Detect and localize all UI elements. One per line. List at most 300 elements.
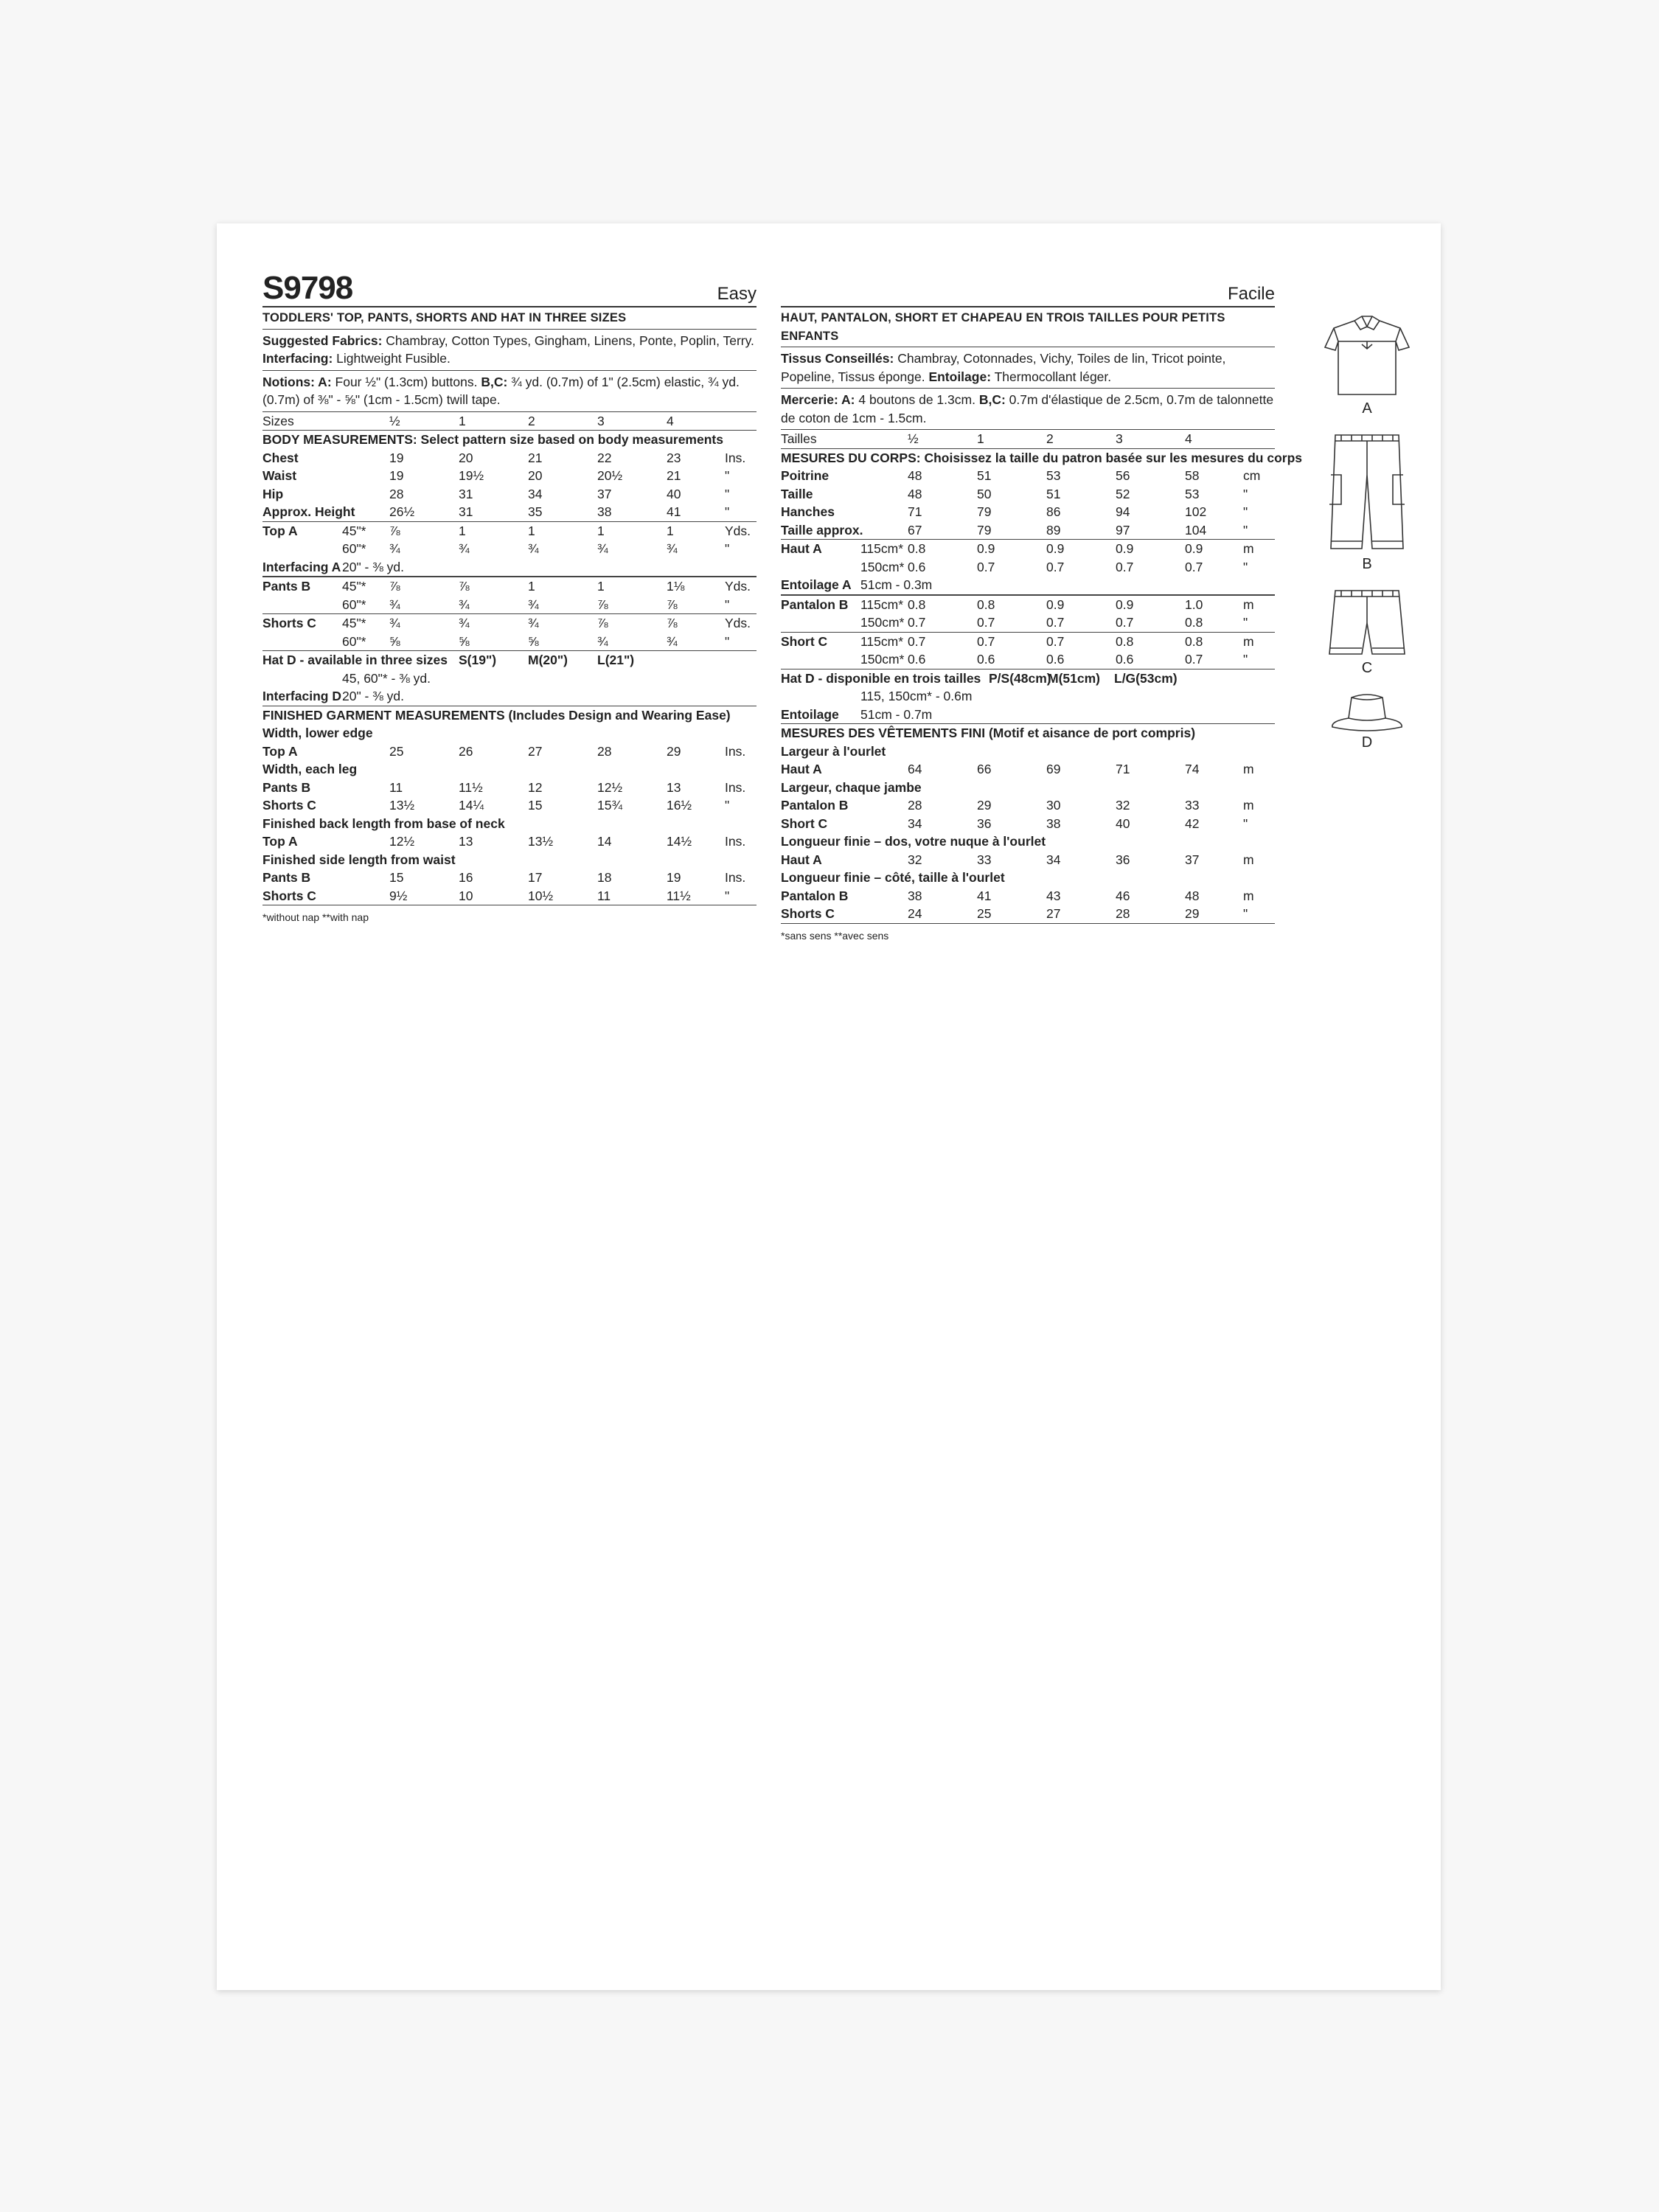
finished-measurements xyxy=(262,706,757,906)
cell: 10 xyxy=(459,888,473,903)
hat-size: L(21") xyxy=(597,653,635,667)
unit: " xyxy=(1243,652,1248,667)
hat-d-yardage xyxy=(781,669,1275,725)
english-column xyxy=(262,268,757,927)
header xyxy=(262,268,757,307)
hat-size: P/S(48cm) xyxy=(989,670,1051,686)
cell: 23 xyxy=(667,450,681,465)
french-column xyxy=(781,268,1303,945)
pattern-envelope-back xyxy=(217,223,1441,1990)
table-row xyxy=(262,596,757,614)
row-label: Shorts C xyxy=(262,798,316,813)
unit: Ins. xyxy=(725,870,746,885)
unit: m xyxy=(1243,888,1254,903)
cell: 0.9 xyxy=(1185,541,1203,556)
row-label: Hat D - available in three sizes xyxy=(262,653,448,667)
cell: ¾ xyxy=(389,597,400,612)
cell: ⅞ xyxy=(389,523,400,538)
cell: 20½ xyxy=(597,468,623,483)
section-heading: BODY MEASUREMENTS: Select pattern size based on body measurements xyxy=(262,432,723,447)
unit: Ins. xyxy=(725,779,746,795)
cell: 1 xyxy=(597,523,605,538)
row-label: Taille approx. xyxy=(781,522,863,538)
cell: 12½ xyxy=(389,834,415,849)
row-label: Interfacing D xyxy=(262,689,341,703)
garment-c xyxy=(1301,586,1433,677)
cell: 51cm - 0.7m xyxy=(860,706,933,722)
cell: 34 xyxy=(908,815,922,831)
row-label: Approx. Height xyxy=(262,504,355,519)
row-label: Top A xyxy=(262,834,298,849)
unit: Ins. xyxy=(725,450,746,465)
cell: ⅞ xyxy=(667,616,678,630)
size-cell: 1 xyxy=(977,431,984,446)
cell: 52 xyxy=(1116,486,1130,501)
cell: 0.7 xyxy=(908,633,926,649)
cell: 27 xyxy=(1046,906,1061,921)
cell: ¾ xyxy=(667,633,678,649)
pattern-title: HAUT, PANTALON, SHORT ET CHAPEAU EN TROIS TAILLES POUR PETITS ENFANTS xyxy=(781,307,1275,347)
cell: ⅝ xyxy=(389,633,400,649)
cell: 41 xyxy=(667,504,681,519)
row-label: Pants B xyxy=(262,870,311,885)
cell: 20" - ⅜ yd. xyxy=(342,559,405,574)
cell: 42 xyxy=(1185,815,1200,831)
cell: ¾ xyxy=(528,541,539,556)
cell: 0.7 xyxy=(1116,615,1134,630)
table-row xyxy=(781,706,1275,724)
pattern-number: S9798 xyxy=(262,270,353,306)
cell: 0.7 xyxy=(977,633,995,649)
hat-size: M(51cm) xyxy=(1048,670,1100,686)
cell: ¾ xyxy=(667,541,678,556)
cell: 0.7 xyxy=(977,615,995,630)
finished-measurements xyxy=(781,724,1275,924)
cell: 29 xyxy=(667,743,681,759)
hat-icon xyxy=(1319,690,1415,734)
cell: 0.9 xyxy=(1046,541,1065,556)
table-row xyxy=(262,887,757,905)
unit: Yds. xyxy=(725,579,751,594)
sizes-header-row xyxy=(781,430,1275,449)
cell: 11½ xyxy=(667,888,691,903)
cell: ⅞ xyxy=(389,579,400,594)
garment-label: C xyxy=(1361,660,1373,676)
row-label: Taille xyxy=(781,486,813,501)
cell: 28 xyxy=(908,798,922,813)
table-row xyxy=(781,596,1275,614)
unit: cm xyxy=(1243,468,1261,483)
unit: " xyxy=(1243,815,1248,831)
table-row xyxy=(781,687,1275,706)
unit: " xyxy=(725,597,730,612)
garment-b xyxy=(1301,431,1433,573)
table-row xyxy=(262,651,757,669)
table-row xyxy=(781,558,1275,577)
sizes-header-row xyxy=(262,412,757,431)
cell: 0.6 xyxy=(908,559,926,574)
cell: 26 xyxy=(459,743,473,759)
row-label: Hip xyxy=(262,486,284,501)
table-row xyxy=(262,832,757,851)
cell: 36 xyxy=(977,815,992,831)
cell: 19½ xyxy=(459,468,484,483)
cell: 11 xyxy=(389,779,403,795)
fabric-width: 115cm* xyxy=(860,541,904,556)
unit: " xyxy=(1243,615,1248,630)
cell: 14½ xyxy=(667,834,692,849)
row-label: Short C xyxy=(781,633,828,649)
garment-a xyxy=(1301,312,1433,417)
cell: 27 xyxy=(528,743,543,759)
interfacing-text: Lightweight Fusible. xyxy=(333,351,451,366)
hat-size: L/G(53cm) xyxy=(1114,670,1178,686)
cell: 45, 60"* - ⅜ yd. xyxy=(342,670,431,686)
notions xyxy=(262,371,757,412)
cell: 0.9 xyxy=(1116,597,1134,612)
table-row xyxy=(262,796,757,815)
table-row xyxy=(262,522,757,540)
cell: 12 xyxy=(528,779,543,795)
cell: 28 xyxy=(389,486,404,501)
cell: 48 xyxy=(1185,888,1200,903)
cell: 0.7 xyxy=(1046,633,1065,649)
table-row xyxy=(262,577,757,596)
cell: 40 xyxy=(1116,815,1130,831)
cell: 29 xyxy=(977,798,992,813)
cell: 19 xyxy=(389,468,404,483)
cell: 1.0 xyxy=(1185,597,1203,612)
notions xyxy=(781,389,1275,430)
cell: 104 xyxy=(1185,522,1207,538)
unit: m xyxy=(1243,541,1254,556)
shorts-c-yardage xyxy=(781,633,1275,669)
row-label: Pants B xyxy=(262,579,311,594)
cell: 1⅛ xyxy=(667,579,685,594)
table-row xyxy=(262,449,757,467)
size-cell: 2 xyxy=(1046,431,1054,446)
unit: Yds. xyxy=(725,616,751,630)
cell: 1 xyxy=(459,523,466,538)
cell: 15 xyxy=(528,798,543,813)
cell: 0.8 xyxy=(1185,615,1203,630)
cell: 0.9 xyxy=(977,541,995,556)
cell: 25 xyxy=(389,743,404,759)
cell: ¾ xyxy=(459,616,470,630)
size-cell: 4 xyxy=(667,413,674,428)
cell: 0.8 xyxy=(908,597,926,612)
cell: 10½ xyxy=(528,888,554,903)
cell: ⅞ xyxy=(597,616,608,630)
sub-heading: Finished side length from waist xyxy=(262,852,456,867)
cell: 21 xyxy=(528,450,543,465)
cell: 1 xyxy=(528,579,535,594)
cell: 64 xyxy=(908,762,922,776)
table-row xyxy=(781,613,1275,632)
cell: 34 xyxy=(1046,852,1061,867)
fabric-width: 60"* xyxy=(342,633,366,649)
notions-a-text: Four ½" (1.3cm) buttons. xyxy=(331,374,478,389)
fabric-width: 60"* xyxy=(342,597,366,612)
cell: 0.8 xyxy=(1116,633,1134,649)
cell: 69 xyxy=(1046,762,1061,776)
shirt-icon xyxy=(1319,312,1415,400)
cell: 38 xyxy=(597,504,612,519)
cell: 53 xyxy=(1185,486,1200,501)
cell: 71 xyxy=(1116,762,1130,776)
table-row xyxy=(262,869,757,887)
cell: 13½ xyxy=(389,798,415,813)
row-label: Entoilage xyxy=(781,706,839,722)
cell: 33 xyxy=(977,852,992,867)
cell: 51 xyxy=(977,468,992,483)
cell: 48 xyxy=(908,486,922,501)
cell: 32 xyxy=(1116,798,1130,813)
table-row xyxy=(262,742,757,761)
cell: 14 xyxy=(597,834,612,849)
cell: 89 xyxy=(1046,522,1061,538)
table-row xyxy=(262,540,757,558)
pants-icon xyxy=(1319,431,1415,556)
garment-label: B xyxy=(1362,556,1372,572)
unit: " xyxy=(725,504,730,519)
cell: 0.7 xyxy=(908,615,926,630)
header xyxy=(781,268,1275,307)
cell: ¾ xyxy=(389,616,400,630)
fabric-width: 150cm* xyxy=(860,615,905,630)
fabric-width: 115cm* xyxy=(860,633,904,649)
footnote: *without nap **with nap xyxy=(262,911,369,923)
cell: 86 xyxy=(1046,504,1061,519)
cell: 0.8 xyxy=(1185,633,1203,649)
cell: 20" - ⅜ yd. xyxy=(342,689,405,703)
cell: 19 xyxy=(389,450,404,465)
cell: 79 xyxy=(977,504,992,519)
cell: 48 xyxy=(908,468,922,483)
fabric-width: 60"* xyxy=(342,541,366,556)
body-measurements xyxy=(262,431,757,522)
unit: Ins. xyxy=(725,834,746,849)
row-label: Interfacing A xyxy=(262,559,341,574)
table-row xyxy=(781,887,1275,905)
hat-d-yardage xyxy=(262,651,757,706)
cell: 21 xyxy=(667,468,681,483)
cell: ⅝ xyxy=(459,633,470,649)
cell: 0.6 xyxy=(977,652,995,667)
cell: 29 xyxy=(1185,906,1200,921)
sizes-label: Tailles xyxy=(781,431,817,446)
fabric-width: 115cm* xyxy=(860,597,904,612)
cell: 24 xyxy=(908,906,922,921)
notions-bc-text: 0.7m d'élastique de 2.5cm, 0.7m de talonnette de coton de 1cm - 1.5cm. xyxy=(781,392,1274,425)
notions-label: Mercerie: xyxy=(781,392,838,407)
cell: 18 xyxy=(597,870,612,885)
cell: 0.7 xyxy=(1046,559,1065,574)
table-row xyxy=(781,576,1275,595)
table-row xyxy=(781,540,1275,558)
cell: ⅞ xyxy=(459,579,470,594)
cell: 94 xyxy=(1116,504,1130,519)
cell: ¾ xyxy=(597,541,608,556)
fabrics-text: Chambray, Cotton Types, Gingham, Linens, Ponte, Poplin, Terry. xyxy=(382,333,754,348)
cell: 46 xyxy=(1116,888,1130,903)
row-label: Pants B xyxy=(262,779,311,795)
cell: 11½ xyxy=(459,779,483,795)
table-row xyxy=(781,669,1275,688)
sub-heading: Width, each leg xyxy=(262,762,358,776)
fabrics-label: Suggested Fabrics: xyxy=(262,333,383,348)
cell: 37 xyxy=(597,486,612,501)
cell: 20 xyxy=(528,468,543,483)
cell: 58 xyxy=(1185,468,1200,483)
cell: 36 xyxy=(1116,852,1130,867)
garment-label: A xyxy=(1362,400,1372,417)
unit: " xyxy=(1243,486,1248,501)
cell: 0.7 xyxy=(1116,559,1134,574)
cell: ¾ xyxy=(459,541,470,556)
cell: 71 xyxy=(908,504,922,519)
shorts-c-yardage xyxy=(262,614,757,651)
interfacing-label: Interfacing: xyxy=(262,351,333,366)
table-row xyxy=(781,521,1275,540)
footnote: *sans sens **avec sens xyxy=(781,929,889,942)
cell: 0.7 xyxy=(1046,615,1065,630)
cell: ⅞ xyxy=(667,597,678,612)
cell: 31 xyxy=(459,504,473,519)
garment-label: D xyxy=(1361,734,1373,751)
row-label: Chest xyxy=(262,450,299,465)
fabrics-interfacing xyxy=(262,330,757,371)
fabric-width: 150cm* xyxy=(860,559,905,574)
sub-heading: Finished back length from base of neck xyxy=(262,815,505,831)
table-row xyxy=(262,614,757,633)
table-row xyxy=(262,558,757,577)
cell: 0.7 xyxy=(977,559,995,574)
size-cell: ½ xyxy=(908,431,919,446)
row-label: Short C xyxy=(781,815,828,831)
row-label: Shorts C xyxy=(262,888,316,903)
notions-a-text: 4 boutons de 1.3cm. xyxy=(855,392,975,407)
sub-heading: Largeur à l'ourlet xyxy=(781,743,886,759)
table-row xyxy=(781,905,1275,923)
unit: " xyxy=(725,798,730,813)
table-row xyxy=(262,503,757,521)
cell: 19 xyxy=(667,870,681,885)
sub-heading: Longueur finie – côté, taille à l'ourlet xyxy=(781,870,1005,885)
top-a-yardage xyxy=(262,522,757,578)
sub-heading: Longueur finie – dos, votre nuque à l'ourlet xyxy=(781,834,1046,849)
interfacing-label: Entoilage: xyxy=(928,369,992,384)
row-label: Shorts C xyxy=(781,906,835,921)
cell: 0.6 xyxy=(908,652,926,667)
row-label: Haut A xyxy=(781,852,822,867)
section-heading: FINISHED GARMENT MEASUREMENTS (Includes Design and Wearing Ease) xyxy=(262,707,731,723)
table-row xyxy=(262,669,757,688)
fabric-width: 45"* xyxy=(342,579,366,594)
cell: 50 xyxy=(977,486,992,501)
fabrics-text: Chambray, Cotonnades, Vichy, Toiles de lin, Tricot pointe, Popeline, Tissus éponge. xyxy=(781,351,1226,384)
cell: ¾ xyxy=(389,541,400,556)
row-label: Pantalon B xyxy=(781,888,849,903)
cell: 51cm - 0.3m xyxy=(860,577,933,592)
notions-bc-text: ¾ yd. (0.7m) of 1" (2.5cm) elastic, ¾ yd. (0.7m) of ⅜" - ⅝" (1cm - 1.5cm) twill tape. xyxy=(262,374,740,407)
fabric-width: 45"* xyxy=(342,616,366,630)
table-row xyxy=(781,503,1275,521)
cell: 37 xyxy=(1185,852,1200,867)
cell: 41 xyxy=(977,888,992,903)
table-row xyxy=(262,485,757,504)
size-cell: ½ xyxy=(389,413,400,428)
fabrics-label: Tissus Conseillés: xyxy=(781,351,894,366)
cell: 32 xyxy=(908,852,922,867)
cell: 0.8 xyxy=(908,541,926,556)
cell: 0.9 xyxy=(1116,541,1134,556)
cell: ¾ xyxy=(528,597,539,612)
cell: 35 xyxy=(528,504,543,519)
unit: " xyxy=(1243,559,1248,574)
cell: 26½ xyxy=(389,504,415,519)
cell: ¾ xyxy=(597,633,608,649)
table-row xyxy=(781,650,1275,669)
row-label: Pantalon B xyxy=(781,597,849,612)
unit: " xyxy=(1243,522,1248,538)
hat-size: S(19") xyxy=(459,653,497,667)
cell: ¾ xyxy=(459,597,470,612)
cell: 66 xyxy=(977,762,992,776)
difficulty-level: Facile xyxy=(1227,283,1275,304)
cell: 17 xyxy=(528,870,543,885)
cell: 20 xyxy=(459,450,473,465)
size-cell: 3 xyxy=(1116,431,1123,446)
cell: 33 xyxy=(1185,798,1200,813)
cell: 0.9 xyxy=(1046,597,1065,612)
unit: " xyxy=(725,541,730,556)
cell: 0.7 xyxy=(1185,559,1203,574)
sizes-label: Sizes xyxy=(262,413,294,428)
cell: 34 xyxy=(528,486,543,501)
cell: 79 xyxy=(977,522,992,538)
cell: 56 xyxy=(1116,468,1130,483)
table-row xyxy=(781,467,1275,485)
table-row xyxy=(781,633,1275,651)
section-heading: MESURES DES VÊTEMENTS FINI (Motif et aisance de port compris) xyxy=(781,726,1196,740)
cell: 102 xyxy=(1185,504,1207,519)
cell: 15 xyxy=(389,870,404,885)
table-row xyxy=(781,485,1275,504)
pants-b-yardage xyxy=(262,577,757,614)
fabric-width: 45"* xyxy=(342,523,366,538)
cell: 9½ xyxy=(389,888,408,903)
pants-b-yardage xyxy=(781,596,1275,633)
cell: 14¼ xyxy=(459,798,484,813)
row-label: Haut A xyxy=(781,541,822,556)
section-heading: MESURES DU CORPS: Choisissez la taille du patron basée sur les mesures du corps xyxy=(781,450,1303,465)
cell: 13 xyxy=(667,779,681,795)
cell: 31 xyxy=(459,486,473,501)
table-row xyxy=(781,760,1275,779)
unit: Yds. xyxy=(725,523,751,538)
table-row xyxy=(262,633,757,651)
unit: " xyxy=(1243,906,1248,921)
size-cell: 2 xyxy=(528,413,535,428)
fabric-width: 150cm* xyxy=(860,652,905,667)
unit: " xyxy=(1243,504,1248,519)
cell: 115, 150cm* - 0.6m xyxy=(860,689,973,703)
cell: 97 xyxy=(1116,522,1130,538)
cell: 30 xyxy=(1046,798,1061,813)
cell: 0.7 xyxy=(1185,652,1203,667)
cell: 13 xyxy=(459,834,473,849)
